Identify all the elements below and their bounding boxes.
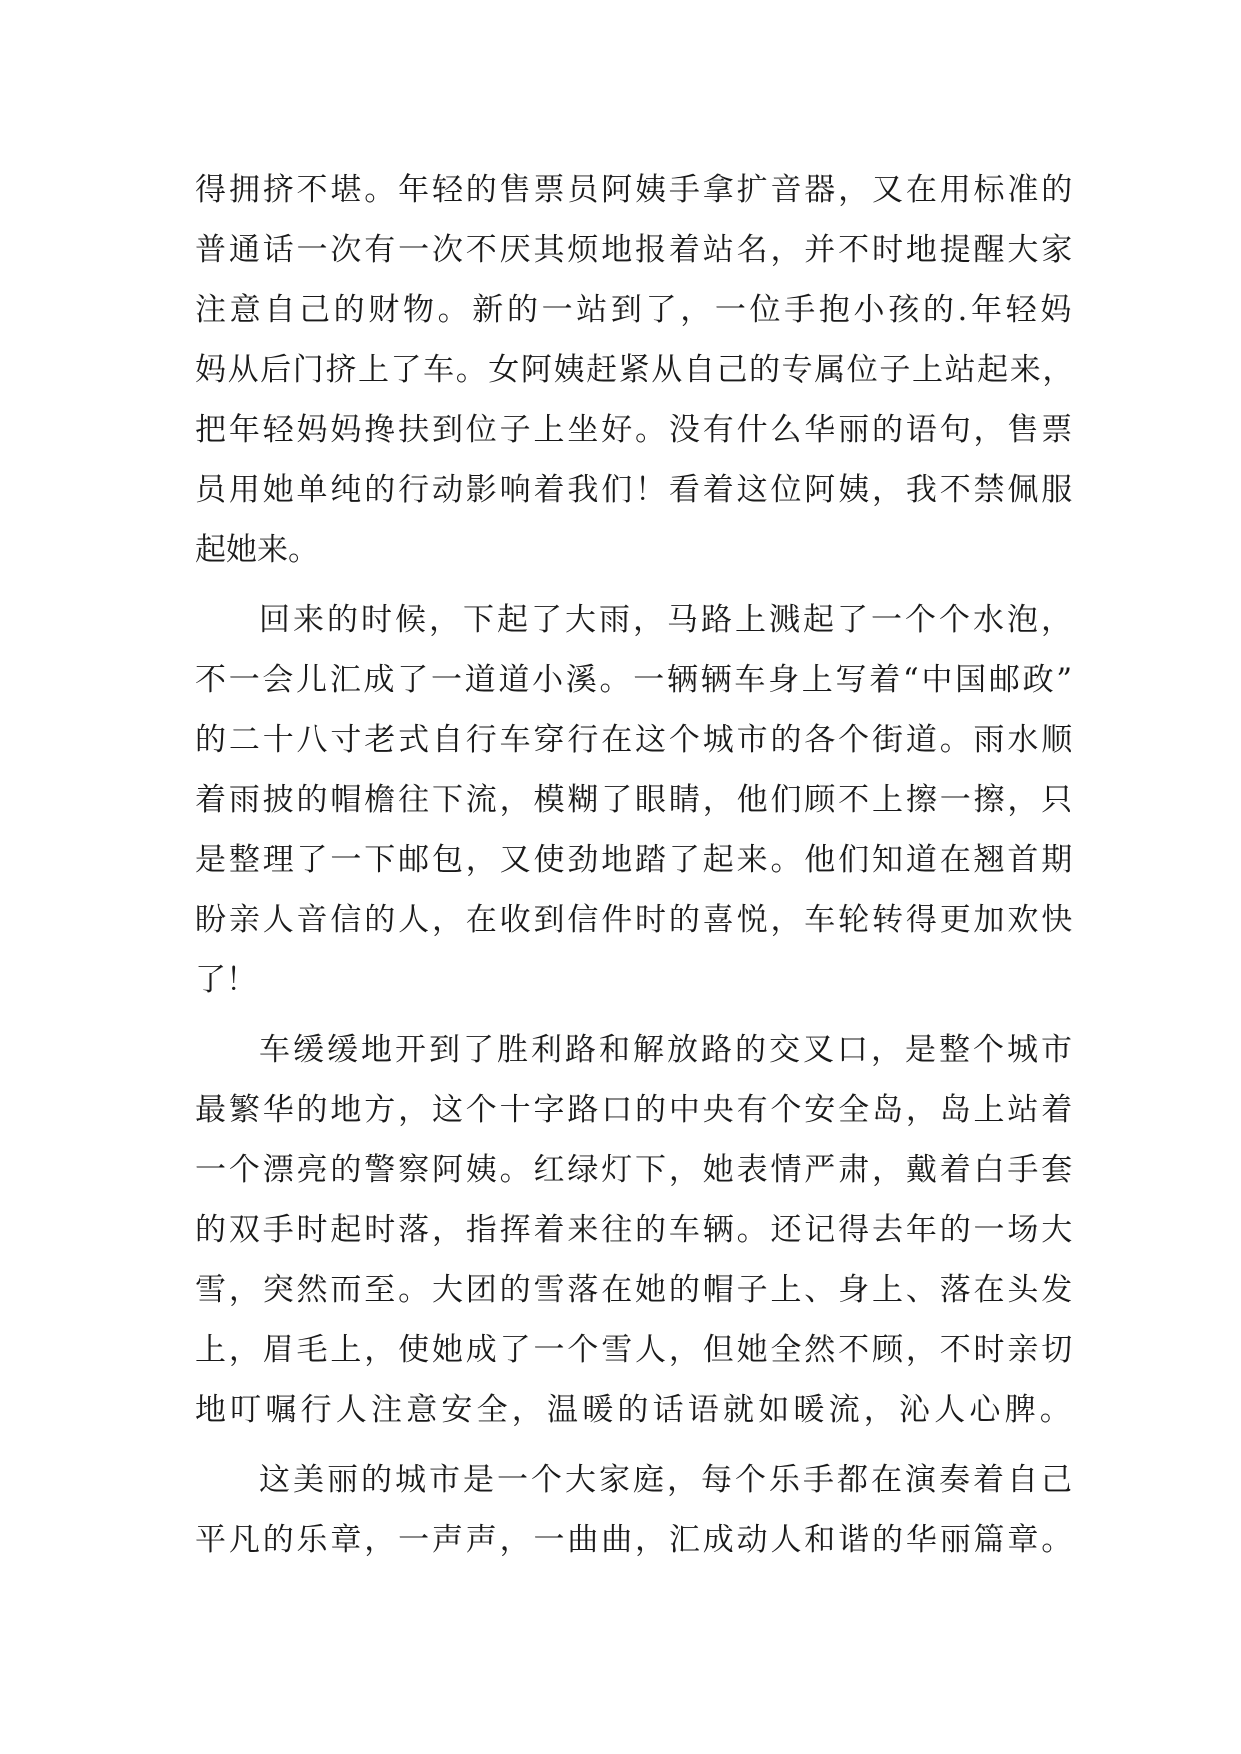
text-line: 地叮嘱行人注意安全，温暖的话语就如暖流，沁人心脾。 xyxy=(195,1392,1075,1428)
text-line: 把年轻妈妈搀扶到位子上坐好。没有什么华丽的语句，售票 xyxy=(195,412,1076,448)
text-line: 最繁华的地方，这个十字路口的中央有个安全岛，岛上站着 xyxy=(195,1092,1076,1128)
body-text xyxy=(195,160,1075,1570)
text-line: 的双手时起时落，指挥着来往的车辆。还记得去年的一场大 xyxy=(195,1212,1076,1248)
text-line: 注意自己的财物。新的一站到了，一位手抱小孩的.年轻妈 xyxy=(195,292,1076,328)
text-line: 上，眉毛上，使她成了一个雪人，但她全然不顾，不时亲切 xyxy=(195,1332,1076,1368)
text-line: 是整理了一下邮包，又使劲地踏了起来。他们知道在翘首期 xyxy=(195,842,1076,878)
text-line: 着雨披的帽檐往下流，模糊了眼睛，他们顾不上擦一擦，只 xyxy=(195,782,1076,818)
paragraph-first-line: 这美丽的城市是一个大家庭，每个乐手都在演奏着自己 xyxy=(259,1462,1075,1498)
text-line: 不一会儿汇成了一道道小溪。一辆辆车身上写着“中国邮政” xyxy=(195,662,1075,698)
text-line: 盼亲人音信的人，在收到信件时的喜悦，车轮转得更加欢快 xyxy=(195,902,1076,938)
paragraph-first-line: 回来的时候，下起了大雨，马路上溅起了一个个水泡， xyxy=(259,602,1075,638)
text-line: 了！ xyxy=(195,962,257,998)
paragraph-first-line: 车缓缓地开到了胜利路和解放路的交叉口，是整个城市 xyxy=(259,1032,1075,1068)
text-line: 一个漂亮的警察阿姨。红绿灯下，她表情严肃，戴着白手套 xyxy=(195,1152,1076,1188)
text-line: 雪，突然而至。大团的雪落在她的帽子上、身上、落在头发 xyxy=(195,1272,1076,1308)
text-line: 起她来。 xyxy=(195,532,319,568)
text-line: 普通话一次有一次不厌其烦地报着站名，并不时地提醒大家 xyxy=(195,232,1076,268)
text-line: 妈从后门挤上了车。女阿姨赶紧从自己的专属位子上站起来， xyxy=(195,352,1075,388)
text-line: 的二十八寸老式自行车穿行在这个城市的各个街道。雨水顺 xyxy=(195,722,1076,758)
text-line: 员用她单纯的行动影响着我们！看着这位阿姨，我不禁佩服 xyxy=(195,472,1076,508)
text-line: 得拥挤不堪。年轻的售票员阿姨手拿扩音器，又在用标准的 xyxy=(195,172,1076,208)
text-line: 平凡的乐章，一声声，一曲曲，汇成动人和谐的华丽篇章。 xyxy=(195,1522,1076,1558)
